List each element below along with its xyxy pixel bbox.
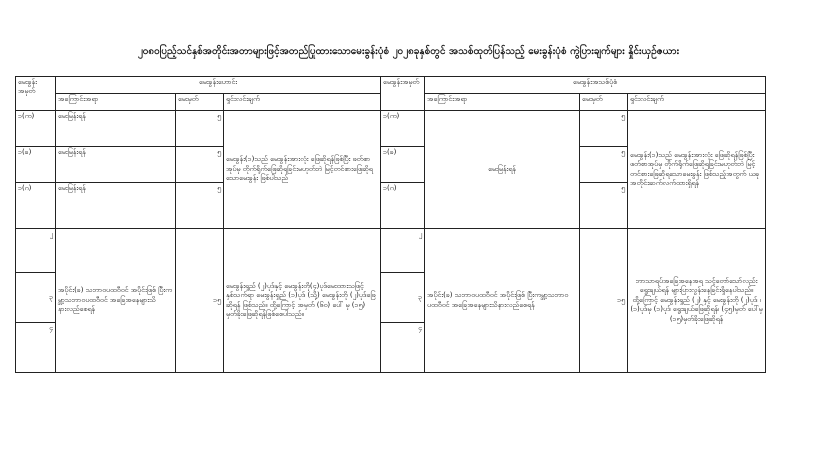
right-row-mark: ၅ bbox=[580, 111, 628, 147]
right-row-no: ၁(က) bbox=[381, 111, 425, 147]
left-row-no: ၁(ဂ) bbox=[16, 183, 56, 229]
right-lower-no: ၄ bbox=[381, 323, 425, 373]
right-row-mark: ၅ bbox=[580, 183, 628, 229]
right-row-no: ၁(ခ) bbox=[381, 147, 425, 183]
comparison-table bbox=[15, 76, 766, 373]
right-mark-header: မေးမှတ် bbox=[580, 94, 628, 111]
page-title: ၂၀၈၀ပြည့်သင်နှစ်အတိုင်းအတာများဖြင့်အတည်ပြုထားသောမေးခွန်းပုံစံ ၂၀၂၈ခုနှစ်တွင် အသစ်ထုတ်ပြန်သည့် မေးခွန်းပုံစံ ကွဲပြားချက်များ နှိုင်းယှဉ်ဇယား bbox=[137, 46, 680, 57]
table-row bbox=[16, 111, 766, 147]
left-lower-no: ၃ bbox=[16, 273, 56, 323]
right-no-header: မေးခွန်းအမှတ် bbox=[381, 77, 425, 111]
left-lower-no: ၄ bbox=[16, 323, 56, 373]
left-note-1: မေးခွန်း(၁)သည် မေးခွန်းအားလုံး ဖြေဆိုရန်ဖြစ်ပြီး ဖတ်စာအုပ်မှ တိုက်ရိုက်ဖြေဆိုရခြင်းမဟုတ်ဘဲ မြင့်တင်စားဖြေဆိုရသောမေးခွန်း ဖြစ်ပါသည် bbox=[224, 111, 381, 229]
left-row-topic: မေးမြန်းရန် bbox=[56, 147, 176, 183]
right-lower-no: ၂ bbox=[381, 229, 425, 273]
left-row-mark: ၅ bbox=[176, 183, 224, 229]
right-lower-no: ၃ bbox=[381, 273, 425, 323]
left-lower-mark: ၁၅ bbox=[176, 229, 224, 373]
right-topic-header: အကြောင်းအရာ bbox=[425, 94, 580, 111]
left-row-no: ၁(ခ) bbox=[16, 147, 56, 183]
left-no-header: မေးခွန်းအမှတ် bbox=[16, 77, 56, 111]
left-lower-no: ၂ bbox=[16, 229, 56, 273]
left-row-no: ၁(က) bbox=[16, 111, 56, 147]
left-note-2: မေးခွန်းရှည် (၂)ပုဒ်နှင့် မေးခွန်းတို(၄)ပုဒ်မေးထားသဖြင့် နှစ်သက်ရာ မေးခွန်းရှည် (၁)ပုဒ် (သို့) မေးခွန်းတို (၂)ပုဒ်ဖြေဆိုရန် ဖြစ်သည်။ ထို့ကြောင့် အမှတ် (၆၀) ပေါ် မှ (၁၅) မှတ်ခိုးဖြေဆိုရန်ဖြစ်စေပါသည်။ bbox=[224, 229, 381, 373]
left-topic-header: အကြောင်းအရာ bbox=[56, 94, 176, 111]
table-row bbox=[16, 229, 766, 273]
left-group-header: မေးခွန်းဟောင်း bbox=[56, 77, 381, 94]
left-row-mark: ၅ bbox=[176, 147, 224, 183]
left-row-mark: ၅ bbox=[176, 111, 224, 147]
right-lower-mark: ၁၅ bbox=[580, 229, 628, 373]
right-row-mark: ၅ bbox=[580, 147, 628, 183]
left-row-topic: မေးမြန်းရန် bbox=[56, 111, 176, 147]
left-mark-header: မေးမှတ် bbox=[176, 94, 224, 111]
right-note-1: မေးခွန်း(၁)သည် မေးခွန်းအားလုံး ဖြေဆိုရန်ဖြစ်ပြီး ဖတ်စာအုပ်မှ တိုက်ရိုက်ဖြေဆိုရခြင်းမဟုတ်ဘဲ မြင့်တင်စားဖြေဆိုရသောမေးခွန်း ဖြစ်သည့်အတွက် ယခုအတိုင်းဆက်လက်ထားရှိရန် bbox=[628, 111, 766, 229]
left-lower-topic: အပိုင်း(ခ) သဘာဝပထဝီဝင် အပိုင်းဖြစ် ပြီးကမ္ဘာ့သဘာဝပထဝီဝင် အခြေအနေများသိနားလည်စေရန် bbox=[56, 229, 176, 373]
right-group-header: မေးခွန်းအသစ်ပုံစံ bbox=[425, 77, 766, 94]
right-note-header: ရှင်းလင်းချက် bbox=[628, 94, 766, 111]
right-upper-topic: မေးမြန်းရန် bbox=[425, 111, 580, 229]
right-note-2: ဘာသာရပ်အခြေအနေအရ သင့်တော်သော်လည်းရွေးချယ်ရန် များပြားလွန်းနေခြင်းရှိနေပါသည်။ ထို့ကြောင့် မေးခွန်းရှည် (၂) နှင့် မေးခွန်းတို (၂)ပုဒ် ၊ (၁)ပုဒ်မှ (၁)ပုဒ် ရွေးချယ်ဖြေဆိုရန်၊ (၄၅)မှတ် ပေါ်မှ (၁၅)မှတ်ခိုးဖြေဆိုရန် bbox=[628, 229, 766, 373]
right-row-no: ၁(ဂ) bbox=[381, 183, 425, 229]
left-note-header: ရှင်းလင်းချက် bbox=[224, 94, 381, 111]
left-row-topic: မေးမြန်းရန် bbox=[56, 183, 176, 229]
right-lower-topic: အပိုင်း(ခ) သဘာဝပထဝီဝင် အပိုင်းဖြစ် ပြီးကမ္ဘာ့သဘာဝပထဝီဝင် အခြေအနေများသိနားလည်စေရန် bbox=[425, 229, 580, 373]
